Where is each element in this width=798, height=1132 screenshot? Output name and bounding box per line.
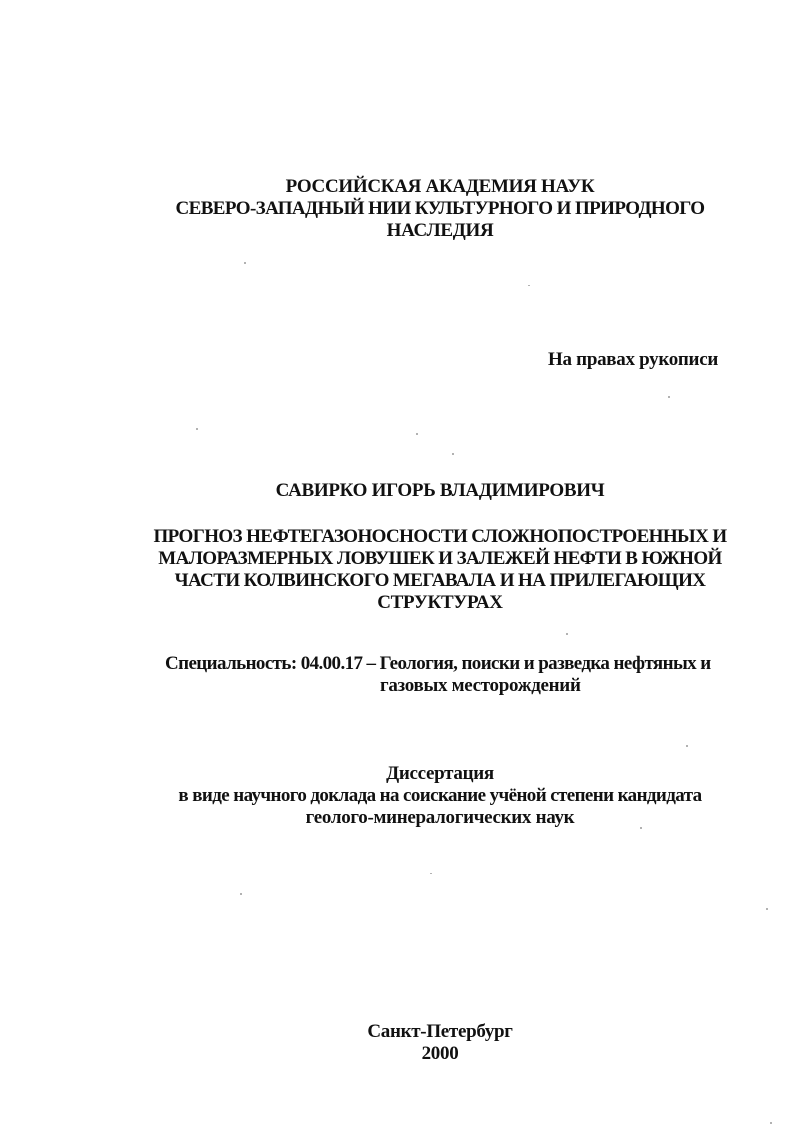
header-line-2: СЕВЕРО-ЗАПАДНЫЙ НИИ КУЛЬТУРНОГО И ПРИРОДНОГО [175, 198, 705, 219]
specialty-line-1: Специальность: 04.00.17 – Геология, поиски и разведка нефтяных и [165, 653, 711, 674]
scan-speck [244, 262, 246, 264]
dissertation-title [0, 526, 798, 614]
scan-speck [766, 908, 768, 910]
title-line-1: ПРОГНОЗ НЕФТЕГАЗОНОСНОСТИ СЛОЖНОПОСТРОЕННЫХ И [153, 526, 727, 547]
city: Санкт-Петербург [367, 1021, 513, 1042]
header-line-1: РОССИЙСКАЯ АКАДЕМИЯ НАУК [285, 176, 595, 197]
organization-header [0, 176, 798, 242]
scan-speck [640, 827, 642, 829]
dissertation-line-3: геолого-минералогических наук [305, 807, 575, 828]
dissertation-line-2: в виде научного доклада на соискание учёной степени кандидата [178, 785, 702, 806]
scan-speck [430, 873, 432, 874]
scan-speck [528, 285, 530, 286]
year: 2000 [421, 1043, 459, 1064]
scan-speck [416, 433, 418, 435]
rights-note-text: На правах рукописи [548, 349, 718, 370]
scan-speck [686, 745, 688, 747]
specialty-line-2: газовых месторождений [380, 675, 581, 696]
scan-speck [196, 428, 198, 430]
dissertation-line-1: Диссертация [386, 763, 494, 784]
title-line-2: МАЛОРАЗМЕРНЫХ ЛОВУШЕК И ЗАЛЕЖЕЙ НЕФТИ В ЮЖНОЙ [158, 548, 722, 569]
specialty [165, 653, 711, 697]
author-name [0, 480, 798, 502]
scan-speck [240, 893, 242, 895]
scan-speck [452, 453, 454, 455]
place-and-year [0, 1021, 798, 1065]
header-line-3: НАСЛЕДИЯ [386, 220, 494, 241]
title-line-3: ЧАСТИ КОЛВИНСКОГО МЕГАВАЛА И НА ПРИЛЕГАЮЩИХ [174, 570, 706, 591]
author-name-text: САВИРКО ИГОРЬ ВЛАДИМИРОВИЧ [275, 480, 605, 501]
title-line-4: СТРУКТУРАХ [377, 592, 503, 613]
scan-speck [668, 396, 670, 398]
scan-speck [566, 633, 568, 635]
rights-note [548, 349, 718, 371]
scan-speck [770, 1122, 772, 1124]
dissertation-type [0, 763, 798, 829]
